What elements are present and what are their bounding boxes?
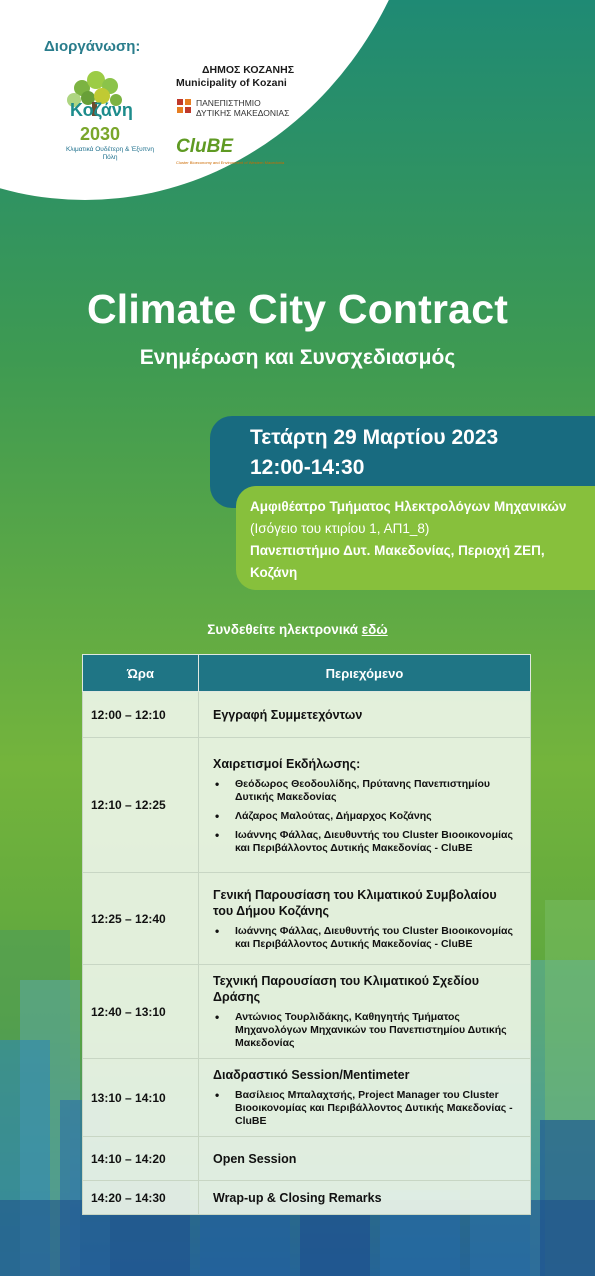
venue-text (250, 496, 590, 584)
table-row (83, 1181, 531, 1215)
speaker-item: • Ιωάννης Φάλλας, Διευθυντής του Cluster Βιοοικονομίας και Περιβάλλοντος Δυτικής Μακεδονίας - CluBE (213, 829, 520, 855)
venue-location-detail: (Ισόγειο του κτιρίου 1, ΑΠ1_8) (250, 521, 430, 536)
header-content: Περιεχόμενο (199, 655, 531, 692)
row-title: Γενική Παρουσίαση του Κλιματικού Συμβολαίου του Δήμου Κοζάνης (213, 887, 497, 918)
event-time: 12:00-14:30 (250, 456, 365, 479)
row-time: 14:10 – 14:20 (83, 1137, 199, 1181)
kozani-logo-tagline: Κλιματικά Ουδέτερη & Έξυπνη Πόλη (65, 146, 155, 161)
connect-link[interactable]: εδώ (361, 622, 388, 637)
row-content (199, 873, 531, 965)
row-content (199, 1059, 531, 1137)
header-time: Ώρα (83, 655, 199, 692)
row-time: 13:10 – 14:10 (83, 1059, 199, 1137)
university-logo-icon (176, 98, 192, 116)
speaker-item: • Θεόδωρος Θεοδουλίδης, Πρύτανης Πανεπιστημίου Δυτικής Μακεδονίας (213, 778, 520, 804)
connect-text: Συνδεθείτε ηλεκτρονικά (207, 622, 362, 637)
municipality-logo (176, 64, 294, 90)
speaker-item: • Βασίλειος Μπαλαχτσής, Project Manager του Cluster Βιοοικονομίας και Περιβάλλοντος Δυτικής Μακεδονίας - CluBE (213, 1089, 520, 1128)
row-title: Διαδραστικό Session/Mentimeter (213, 1068, 410, 1082)
table-row (83, 873, 531, 965)
table-row (83, 1059, 531, 1137)
row-time: 14:20 – 14:30 (83, 1181, 199, 1215)
speaker-list (213, 1089, 520, 1128)
municipality-name-en: Municipality of Kozani (176, 77, 287, 89)
event-title: Climate City Contract (86, 286, 509, 332)
speaker-list (213, 925, 520, 951)
schedule-header-row (83, 655, 531, 692)
university-line1: ΠΑΝΕΠΙΣΤΗΜΙΟ (196, 98, 261, 108)
table-row (83, 738, 531, 873)
clube-logo-tagline: Cluster Bioeconomy and Environment of Western Macedonia (176, 160, 285, 165)
speaker-list (213, 1011, 520, 1050)
speaker-item: • Ιωάννης Φάλλας, Διευθυντής του Cluster Βιοοικονομίας και Περιβάλλοντος Δυτικής Μακεδονίας - CluBE (213, 925, 520, 951)
speaker-item: • Λάζαρος Μαλούτας, Δήμαρχος Κοζάνης (213, 810, 520, 823)
speaker-list (213, 778, 520, 855)
venue-institution: Πανεπιστήμιο Δυτ. Μακεδονίας, Περιοχή ΖΕΠ, Κοζάνη (250, 543, 545, 580)
table-row (83, 1137, 531, 1181)
row-content (199, 738, 531, 873)
row-title: Τεχνική Παρουσίαση του Κλιματικού Σχεδίου Δράσης (213, 974, 480, 1004)
row-time: 12:40 – 13:10 (83, 965, 199, 1059)
kozani-logo-year: 2030 (80, 124, 121, 144)
event-subtitle: Ενημέρωση και Συνσχεδιασμός (139, 346, 456, 369)
row-time: 12:00 – 12:10 (83, 692, 199, 738)
university-line2: ΔΥΤΙΚΗΣ ΜΑΚΕΔΟΝΙΑΣ (196, 108, 290, 118)
municipality-name-gr: ΔΗΜΟΣ ΚΟΖΑΝΗΣ (202, 64, 294, 76)
organizer-label: Διοργάνωση: (44, 38, 141, 55)
table-row (83, 692, 531, 738)
row-content (199, 1137, 531, 1181)
row-content (199, 692, 531, 738)
schedule-table (82, 654, 531, 1215)
row-title: Εγγραφή Συμμετεχόντων (213, 707, 363, 722)
university-logo-text (196, 98, 289, 118)
online-connect-line (0, 622, 595, 637)
row-title: Χαιρετισμοί Εκδήλωσης: (213, 756, 361, 771)
row-title: Open Session (213, 1151, 297, 1166)
row-content (199, 965, 531, 1059)
row-title: Wrap-up & Closing Remarks (213, 1190, 382, 1205)
kozani-logo-name: Κοζάνη (70, 100, 133, 120)
row-time: 12:25 – 12:40 (83, 873, 199, 965)
row-time: 12:10 – 12:25 (83, 738, 199, 873)
event-date: Τετάρτη 29 Μαρτίου 2023 (250, 426, 499, 449)
table-row (83, 965, 531, 1059)
row-content (199, 1181, 531, 1215)
clube-logo: CluBE (176, 136, 233, 157)
venue-hall: Αμφιθέατρο Τμήματος Ηλεκτρολόγων Μηχανικών (250, 499, 567, 514)
speaker-item: • Αντώνιος Τουρλιδάκης, Καθηγητής Τμήματος Μηχανολόγων Μηχανικών του Πανεπιστημίου Δυτικής Μακεδονίας (213, 1011, 520, 1050)
